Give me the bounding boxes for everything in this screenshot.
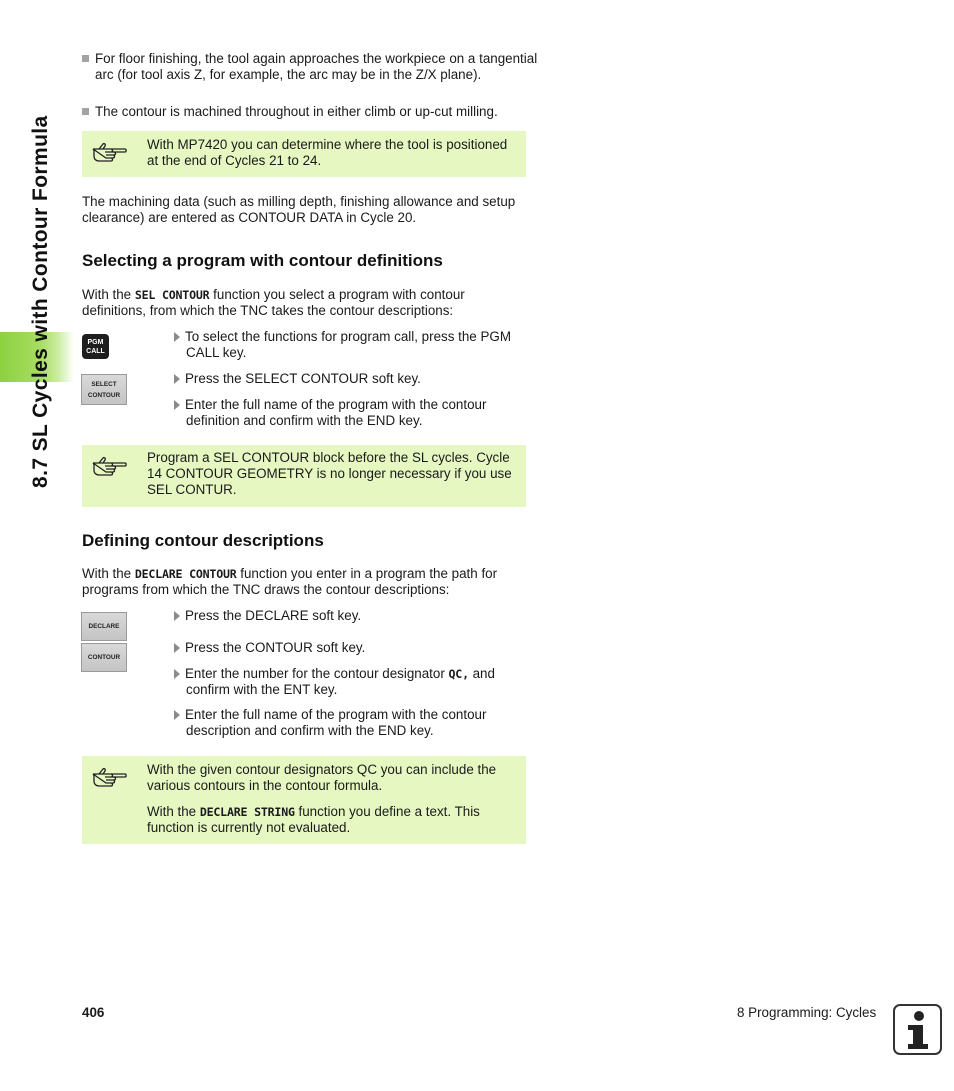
- paragraph-sel-contour: [82, 287, 522, 319]
- step-select-contour: Press the SELECT CONTOUR soft key.: [174, 371, 540, 387]
- step-press-contour: Press the CONTOUR soft key.: [174, 640, 540, 656]
- declare-string-pre: With the: [147, 804, 200, 819]
- step-enter-designator: [174, 666, 540, 698]
- bullet-climb-milling: The contour is machined throughout in either climb or up-cut milling.: [82, 104, 545, 120]
- note-text-mp7420: With MP7420 you can determine where the tool is positioned at the end of Cycles 21 to 24.: [147, 137, 508, 168]
- pgm-call-key-label-2: CALL: [86, 347, 105, 355]
- declare-contour-intro-pre: With the: [82, 566, 135, 581]
- step-pgm-call: To select the functions for program call, press the PGM CALL key.: [174, 329, 540, 361]
- side-chapter-title: 8.7 SL Cycles with Contour Formula: [29, 115, 52, 488]
- bullet-floor-finishing: For floor finishing, the tool again approaches the workpiece on a tangential arc (for tool axis Z, for example, the arc may be in the Z/X plane).: [82, 51, 545, 83]
- note-text-sel-contour: Program a SEL CONTOUR block before the SL cycles. Cycle 14 CONTOUR GEOMETRY is no longer necessary if you use SEL CONTUR.: [147, 450, 512, 497]
- code-declare-contour: DECLARE CONTOUR: [134, 567, 237, 581]
- step-enter-program-name: Enter the full name of the program with the contour definition and confirm with the END key.: [174, 397, 540, 429]
- contour-softkey-label: CONTOUR: [87, 654, 121, 661]
- sel-contour-intro-post: function you select a program with contour definitions, from which the TNC takes the contour descriptions:: [82, 287, 465, 318]
- select-contour-softkey-label-1: SELECT: [91, 380, 117, 388]
- pointing-hand-icon: [91, 765, 127, 791]
- footer-chapter: 8 Programming: Cycles: [737, 1005, 877, 1020]
- select-contour-softkey-label-2: CONTOUR: [87, 391, 121, 399]
- paragraph-machining-data: The machining data (such as milling depth, finishing allowance and setup clearance) are entered as CONTOUR DATA in Cycle 20.: [82, 194, 516, 225]
- pointing-hand-icon: [91, 140, 127, 166]
- note-box-contour-designators: [82, 756, 526, 844]
- note-box-sel-contour: [82, 445, 526, 507]
- paragraph-declare-contour: [82, 566, 528, 598]
- declare-softkey-label: DECLARE: [88, 623, 120, 630]
- step-designator-post: and confirm with the ENT key.: [186, 666, 495, 697]
- pointing-hand-icon: [91, 454, 127, 480]
- code-qc: QC,: [448, 667, 469, 681]
- select-contour-softkey[interactable]: [81, 374, 127, 405]
- declare-string-post: function you define a text. This function is currently not evaluated.: [147, 804, 480, 835]
- pgm-call-key-label-1: PGM: [87, 338, 104, 346]
- step-enter-description-name: Enter the full name of the program with the contour description and confirm with the END key.: [174, 707, 540, 739]
- declare-softkey[interactable]: [81, 612, 127, 641]
- note-text-designators: With the given contour designators QC you can include the various contours in the contour formula.: [147, 762, 497, 793]
- heading-selecting-program: Selecting a program with contour definitions: [82, 251, 443, 270]
- page-number: 406: [82, 1005, 105, 1020]
- note-text-declare-string: [147, 804, 518, 836]
- step-press-declare: Press the DECLARE soft key.: [174, 608, 540, 624]
- code-sel-contour: SEL CONTOUR: [134, 288, 210, 302]
- pgm-call-key[interactable]: [82, 334, 109, 359]
- sel-contour-intro-pre: With the: [82, 287, 135, 302]
- contour-softkey[interactable]: [81, 643, 127, 672]
- step-designator-pre: Enter the number for the contour designator: [185, 666, 449, 681]
- declare-contour-intro-post: function you enter in a program the path for programs from which the TNC draws the contour descriptions:: [82, 566, 498, 597]
- note-box-mp7420: [82, 131, 526, 177]
- info-icon: [893, 1004, 942, 1055]
- heading-defining-contour: Defining contour descriptions: [82, 531, 324, 550]
- code-declare-string: DECLARE STRING: [199, 805, 295, 819]
